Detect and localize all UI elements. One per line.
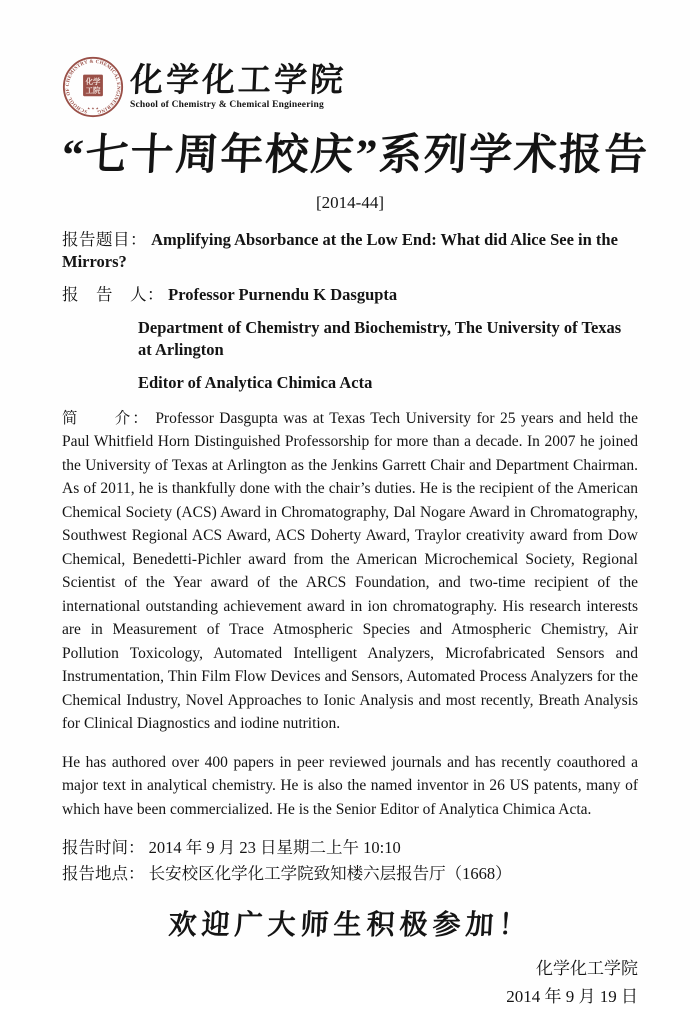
seal-arc-text: SCHOOL OF CHEMISTRY & CHEMICAL ENGINEERING (65, 59, 121, 114)
report-time-label: 报告时间： (62, 838, 145, 858)
welcome-line: 欢迎广大师生积极参加！ (167, 910, 533, 942)
series-title: “七十周年校庆”系列学术报告 (60, 132, 651, 179)
speaker-row (62, 284, 638, 306)
report-time: 2014 年 9 月 23 日星期二上午 10:10 (148, 838, 401, 858)
intro-label: 简 介： (62, 409, 150, 427)
issue-number: [2014-44] (316, 192, 384, 212)
seal-stamp-text-2: 工院 (85, 86, 101, 96)
speaker-affiliation-row (62, 317, 638, 361)
speaker-name: Professor Purnendu K Dasgupta (168, 284, 398, 304)
speaker-affiliation: Department of Chemistry and Biochemistry, The University of Texas at Arlington (138, 317, 622, 359)
school-seal-icon (62, 56, 124, 118)
school-logo (62, 55, 638, 119)
bio-text-2: He has authored over 400 papers in peer reviewed journals and has recently coauthored a major text in analytical chemistry. He is also the named inventor in 26 US patents, many of which have been commercialized. He is the Senior Editor of Analytica Chimica Acta. (62, 753, 638, 818)
report-title-label: 报告题目： (62, 229, 147, 249)
school-names (130, 64, 346, 110)
bio-text-1: Professor Dasgupta was at Texas Tech University for 25 years and held the Paul Whitfield Horn Distinguished Professorship for more than a decade. In 2007 he joined the University of Texas at Arlington as the Jenkins Garrett Chair and Department Chairman. As of 2011, he is thankfully done with the chair’s duties. He is the recipient of the American Chemical Society (ACS) Award in Chromatography, Dal Nogare Award in Chromatography, Southwest Regional ACS Award, ACS Doherty Award, Traylor creativity award from Dow Chemical, Benedetti-Pichler award from the American Microchemical Society, Regional Scientist of the Year award of the ARCS Foundation, and two-time recipient of the international outstanding achievement award in ion chromatography. His research interests are in Measurement of Trace Atmospheric Species and Atmospheric Chemistry, Air Pollution Toxicology, Automated Intelligent Analyzers, Microfabricated Sensors and Instrumentation, Thin Film Flow Devices and Sensors, Automated Process Analyzers for the Chemical Industry, Novel Approaches to Ionic Analysis and most recently, Breath Analysis for Clinical Diagnostics and iodine nutrition. (62, 409, 639, 733)
speaker-role-row (62, 372, 638, 394)
school-name-english: School of Chemistry & Chemical Engineering (130, 99, 324, 110)
report-title-row (62, 229, 638, 273)
school-name-chinese: 化学化工学院 (129, 63, 347, 100)
signature-date: 2014 年 9 月 19 日 (506, 986, 638, 1006)
signature-block (62, 955, 638, 1011)
report-time-row (62, 835, 638, 861)
speaker-role: Editor of Analytica Chimica Acta (138, 372, 373, 392)
seal-stamp-text-1: 化学 (85, 76, 101, 86)
bio-paragraph-2 (62, 751, 638, 822)
seal-stars: ★ ★ ★ (87, 106, 99, 111)
report-venue-label: 报告地点： (62, 863, 145, 883)
speaker-label: 报 告 人： (62, 284, 164, 304)
bio-paragraph-1 (62, 407, 638, 736)
report-venue: 长安校区化学化工学院致知楼六层报告厅（1668） (148, 863, 512, 883)
report-title: Amplifying Absorbance at the Low End: What did Alice See in the Mirrors? (62, 229, 618, 271)
report-venue-row (62, 861, 638, 887)
signature-school: 化学化工学院 (536, 958, 638, 978)
meta-block (62, 835, 638, 886)
